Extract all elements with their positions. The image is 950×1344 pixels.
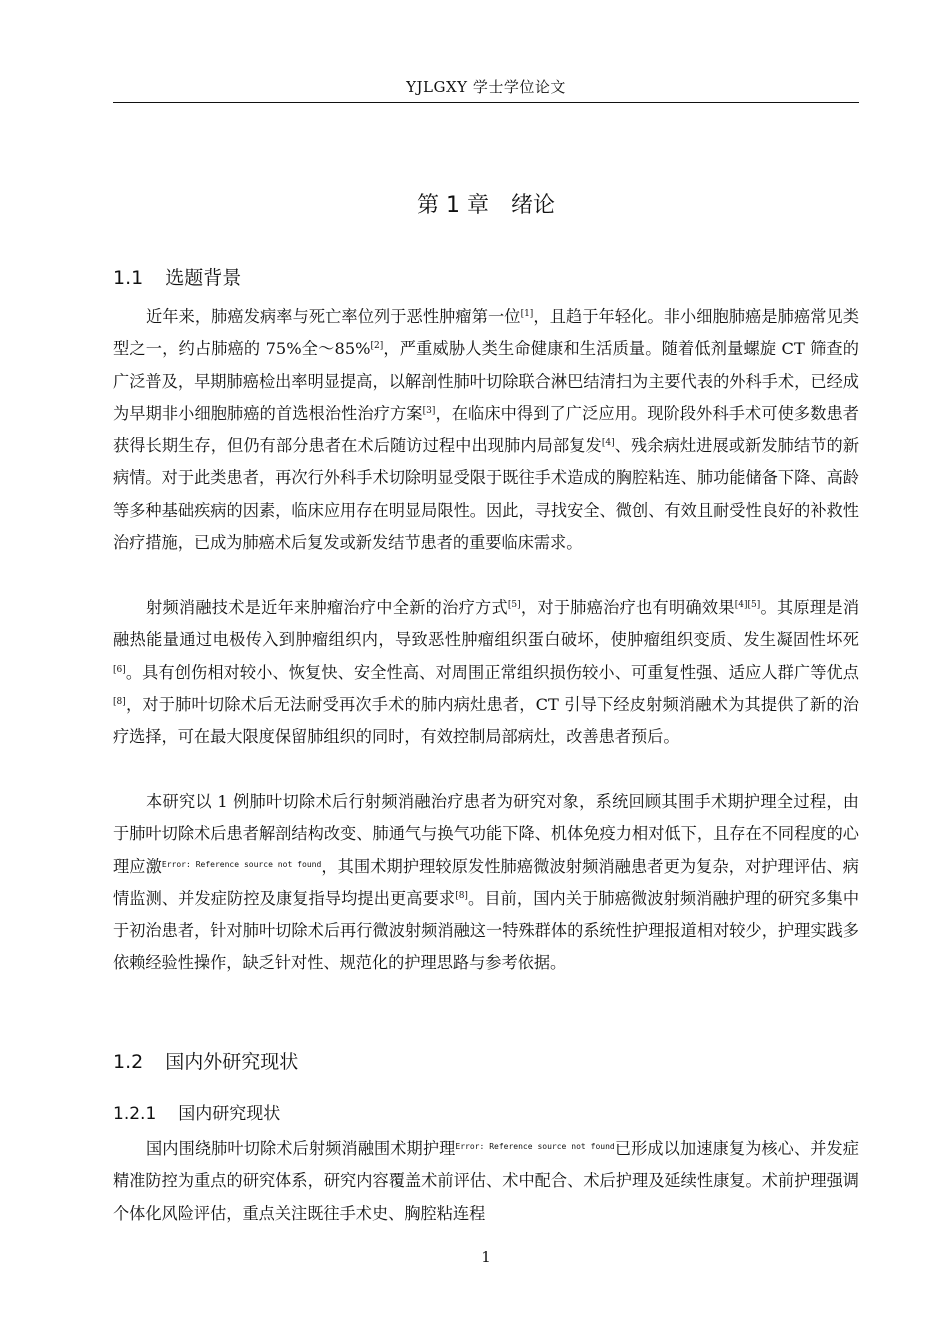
text: 本研究以 1 例肺叶切除术后行射频消融治疗患者为研究对象，系统回顾其围手术期护理全过程，由于肺叶切除术后患者解剖结构改变、肺通气与换气功能下降、机体免疫力相对低下，且存在不同程度的心理应激 xyxy=(113,792,859,876)
paragraph-1 xyxy=(113,301,859,559)
paragraph-4 xyxy=(113,1133,859,1230)
text: ，且趋于年轻化。非小细胞肺癌是肺癌常见类型之一，约占肺癌的 75%全～85% xyxy=(113,307,860,359)
paragraph-3 xyxy=(113,786,859,980)
text: 、残余病灶进展或新发肺结节的新病情。对于此类患者，再次行外科手术切除明显受限于既往手术造成的胸腔粘连、肺功能储备下降、高龄等多种基础疾病的因素，临床应用存在明显局限性。因此，寻找安全、微创、有效且耐受性良好的补救性治疗措施，已成为肺癌术后复发或新发结节患者的重要临床需求。 xyxy=(113,436,860,553)
text: ，对于肺叶切除术后无法耐受再次手术的肺内病灶患者，CT 引导下经皮射频消融术为其提供了新的治疗选择，可在最大限度保留肺组织的同时，有效控制局部病灶，改善患者预后。 xyxy=(113,694,859,747)
citation: [1] xyxy=(520,309,534,319)
text: 。具有创伤相对较小、恢复快、安全性高、对周围正常组织损伤较小、可重复性强、适应人群广等优点 xyxy=(125,662,859,682)
citation: [4] xyxy=(601,438,615,449)
chapter-heading: 绪论 xyxy=(510,193,555,218)
chapter-number: 第 1 章 xyxy=(417,193,489,218)
citation: [8] xyxy=(455,890,468,901)
running-header: YJLGXY 学士学位论文 xyxy=(406,78,566,96)
citation: [3] xyxy=(422,405,436,416)
subsection-number: 1.2.1 xyxy=(113,1104,157,1124)
reference-error: Error: Reference source not found xyxy=(455,1142,615,1151)
text: ，严重威胁人类生命健康和生活质量。随着低剂量螺旋 CT 筛查的广泛普及，早期肺癌检出率明显提高，以解剖性肺叶切除联合淋巴结清扫为主要代表的外科手术，已经成为早期非小细胞肺癌的首选根治性治疗方案 xyxy=(113,339,859,423)
text: 射频消融技术是近年来肿瘤治疗中全新的治疗方式 xyxy=(146,598,508,617)
section-heading-1-2 xyxy=(113,1047,298,1074)
section-number: 1.2 xyxy=(113,1051,144,1073)
text: ，对于肺癌治疗也有明确效果 xyxy=(520,598,735,617)
text: 。其原理是消融热能量通过电极传入到肿瘤组织内，导致恶性肿瘤组织蛋白破坏，使肿瘤组织变质、发生凝固性坏死 xyxy=(113,598,860,650)
section-title: 国内外研究现状 xyxy=(165,1051,299,1073)
text: 近年来，肺癌发病率与死亡率位列于恶性肿瘤第一位 xyxy=(146,307,521,326)
section-title: 选题背景 xyxy=(165,267,242,289)
chapter-title xyxy=(113,188,859,219)
subsection-title: 国内研究现状 xyxy=(178,1104,281,1124)
reference-error: Error: Reference source not found xyxy=(161,859,322,869)
text: 。目前，国内关于肺癌微波射频消融护理的研究多集中于初治患者，针对肺叶切除术后再行微波射频消融这一特殊群体的系统性护理报道相对较少，护理实践多依赖经验性操作，缺乏针对性、规范化的护理思路与参考依据。 xyxy=(113,888,860,973)
citation: [4][5] xyxy=(734,600,761,610)
text: ，在临床中得到了广泛应用。现阶段外科手术可使多数患者获得长期生存，但仍有部分患者在术后随访过程中出现肺内局部复发 xyxy=(113,403,859,456)
subsection-heading-1-2-1 xyxy=(113,1099,280,1124)
paragraph-2 xyxy=(113,592,859,753)
section-number: 1.1 xyxy=(113,267,144,289)
text: ，其围术期护理较原发性肺癌微波射频消融患者更为复杂，对护理评估、病情监测、并发症防控及康复指导均提出更高要求 xyxy=(113,856,859,908)
section-heading-1-1 xyxy=(113,263,241,290)
citation: [5] xyxy=(507,600,521,610)
citation: [2] xyxy=(370,341,384,352)
header-rule xyxy=(113,102,859,103)
text: 国内围绕肺叶切除术后射频消融围术期护理 xyxy=(146,1139,456,1158)
page-number: 1 xyxy=(481,1248,491,1266)
text: 已形成以加速康复为核心、并发症精准防控为重点的研究体系，研究内容覆盖术前评估、术中配合、术后护理及延续性康复。术前护理强调个体化风险评估，重点关注既往手术史、胸腔粘连程 xyxy=(113,1139,859,1223)
citation: [6] xyxy=(113,664,126,675)
citation: [8] xyxy=(113,696,126,707)
